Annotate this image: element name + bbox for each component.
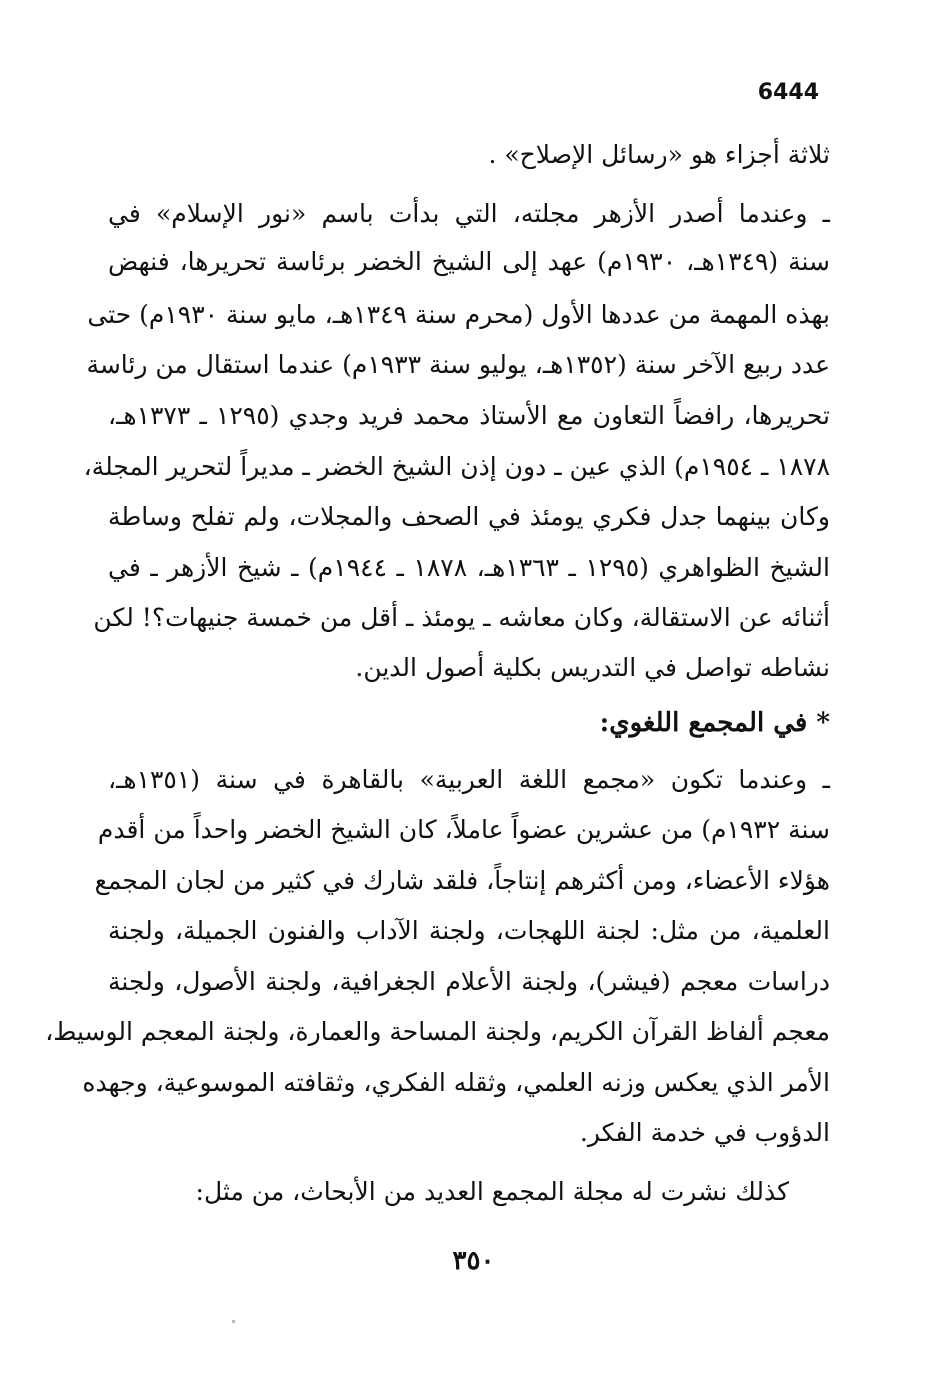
text-line: سنة (١٣٤٩هـ، ١٩٣٠م) عهد إلى الشيخ الخضر برئاسة تحريرها، فنهض [108,247,830,276]
text-line: ـ وعندما أصدر الأزهر مجلته، التي بدأت باسم «نور الإسلام» في [108,199,830,228]
text-line: بهذه المهمة من عددها الأول (محرم سنة ١٣٤٩هـ، مايو سنة ١٩٣٠م) حتى [87,300,830,329]
text-line: هؤلاء الأعضاء، ومن أكثرهم إنتاجاً، فلقد شارك في كثير من لجان المجمع [94,866,830,895]
text-line: ١٨٧٨ ـ ١٩٥٤م) الذي عين ـ دون إذن الشيخ الخضر ـ مديراً لتحرير المجلة، [83,452,830,481]
text-line: عدد ربيع الآخر سنة (١٣٥٢هـ، يوليو سنة ١٩٣٣م) عندما استقال من رئاسة [86,350,830,379]
text-line: وكان بينهما جدل فكري يومئذ في الصحف والمجلات، ولم تفلح وساطة [108,502,830,531]
text-line: ثلاثة أجزاء هو «رسائل الإصلاح» . [488,140,830,169]
text-line: كذلك نشرت له مجلة المجمع العديد من الأبحاث، من مثل: [195,1177,789,1206]
text-line: تحريرها، رافضاً التعاون مع الأستاذ محمد فريد وجدي (١٢٩٥ ـ ١٣٧٣هـ، [108,401,830,430]
text-line: الدؤوب في خدمة الفكر. [579,1118,830,1147]
text-line: الشيخ الظواهري (١٢٩٥ ـ ١٣٦٣هـ، ١٨٧٨ ـ ١٩٤٤م) ـ شيخ الأزهر ـ في [108,553,830,582]
text-line: سنة ١٩٣٢م) من عشرين عضواً عاملاً، كان الشيخ الخضر واحداً من أقدم [97,815,830,844]
text-line: نشاطه تواصل في التدريس بكلية أصول الدين. [355,653,830,682]
text-line: أثنائه عن الاستقالة، وكان معاشه ـ يومئذ ـ أقل من خمسة جنيهات؟! لكن [93,603,830,632]
text-line: الأمر الذي يعكس وزنه العلمي، وثقله الفكري، وثقافته الموسوعية، وجهده [82,1068,830,1097]
text-line: ـ وعندما تكون «مجمع اللغة العربية» بالقاهرة في سنة (١٣٥١هـ، [108,765,830,794]
text-line: العلمية، من مثل: لجنة اللهجات، ولجنة الآداب والفنون الجميلة، ولجنة [108,916,830,945]
text-line: معجم ألفاظ القرآن الكريم، ولجنة المساحة والعمارة، ولجنة المعجم الوسيط، [45,1017,830,1046]
text-line: دراسات معجم (فيشر)، ولجنة الأعلام الجغرافية، ولجنة الأصول، ولجنة [108,967,830,996]
page-number: ٣٥٠ [452,1246,495,1276]
page-id: 6444 [757,80,819,105]
section-heading: * في المجمع اللغوي: [599,708,830,738]
scan-speck [232,1320,235,1323]
